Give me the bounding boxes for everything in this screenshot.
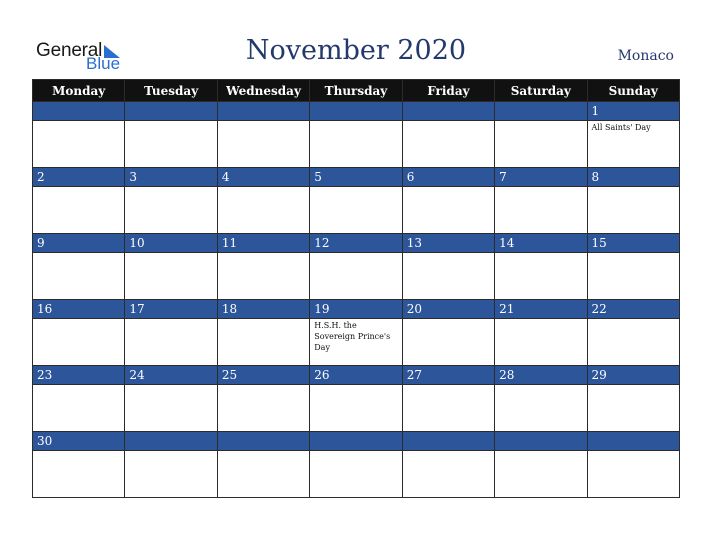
- day-number: 12: [310, 234, 402, 253]
- day-number: 22: [587, 300, 679, 319]
- day-events: [402, 121, 494, 168]
- weekday-header-row: [33, 80, 680, 102]
- day-number: [310, 102, 402, 121]
- day-number: [217, 102, 309, 121]
- day-events: [33, 187, 125, 234]
- day-number: 29: [587, 366, 679, 385]
- weekday-header: Monday: [33, 80, 125, 102]
- day-number: 17: [125, 300, 217, 319]
- weekday-header: Sunday: [587, 80, 679, 102]
- day-number: 18: [217, 300, 309, 319]
- day-events: [217, 319, 309, 366]
- week-number-row: [33, 300, 680, 319]
- day-events: [125, 187, 217, 234]
- weekday-header: Thursday: [310, 80, 402, 102]
- day-number: 8: [587, 168, 679, 187]
- day-events: [495, 319, 587, 366]
- day-number: 3: [125, 168, 217, 187]
- day-events: [33, 319, 125, 366]
- day-events: [217, 187, 309, 234]
- day-events: [402, 253, 494, 300]
- day-events: [310, 121, 402, 168]
- day-number: 21: [495, 300, 587, 319]
- week-events-row: [33, 187, 680, 234]
- weekday-header: Wednesday: [217, 80, 309, 102]
- day-number: [217, 432, 309, 451]
- day-number: 16: [33, 300, 125, 319]
- day-number: 28: [495, 366, 587, 385]
- holiday-label: All Saints' Day: [587, 121, 679, 168]
- day-events: [125, 319, 217, 366]
- day-number: 7: [495, 168, 587, 187]
- day-events: [217, 385, 309, 432]
- day-events: [33, 121, 125, 168]
- week-number-row: [33, 168, 680, 187]
- day-events: [125, 451, 217, 498]
- day-events: [33, 385, 125, 432]
- week-number-row: [33, 234, 680, 253]
- day-events: [587, 385, 679, 432]
- logo-text-general: General: [36, 40, 103, 61]
- week-events-row: [33, 253, 680, 300]
- day-events: [310, 187, 402, 234]
- week-number-row: [33, 432, 680, 451]
- calendar-title: November 2020: [245, 35, 467, 66]
- day-number: 27: [402, 366, 494, 385]
- day-number: 11: [217, 234, 309, 253]
- day-number: 25: [217, 366, 309, 385]
- day-number: [402, 432, 494, 451]
- day-events: [402, 319, 494, 366]
- day-events: [217, 451, 309, 498]
- day-events: [33, 451, 125, 498]
- day-events: [125, 385, 217, 432]
- day-events: [587, 187, 679, 234]
- week-number-row: [33, 102, 680, 121]
- day-number: 6: [402, 168, 494, 187]
- day-number: [125, 432, 217, 451]
- day-number: 5: [310, 168, 402, 187]
- day-number: 9: [33, 234, 125, 253]
- day-number: [495, 432, 587, 451]
- week-events-row: [33, 451, 680, 498]
- week-events-row: [33, 121, 680, 168]
- week-number-row: [33, 366, 680, 385]
- day-number: 14: [495, 234, 587, 253]
- day-events: [217, 253, 309, 300]
- day-number: 1: [587, 102, 679, 121]
- day-number: 20: [402, 300, 494, 319]
- day-number: 26: [310, 366, 402, 385]
- country-label: Monaco: [617, 48, 674, 64]
- day-events: [402, 451, 494, 498]
- day-events: [217, 121, 309, 168]
- day-events: [125, 253, 217, 300]
- day-events: [495, 385, 587, 432]
- day-number: 15: [587, 234, 679, 253]
- week-events-row: [33, 319, 680, 366]
- day-number: 19: [310, 300, 402, 319]
- day-events: [587, 253, 679, 300]
- day-number: [33, 102, 125, 121]
- day-number: 13: [402, 234, 494, 253]
- holiday-label: H.S.H. the Sovereign Prince's Day: [310, 319, 402, 366]
- day-events: [587, 451, 679, 498]
- weekday-header: Saturday: [495, 80, 587, 102]
- day-events: [310, 253, 402, 300]
- weekday-header: Friday: [402, 80, 494, 102]
- day-events: [402, 385, 494, 432]
- day-events: [310, 385, 402, 432]
- day-events: [495, 451, 587, 498]
- day-events: [495, 121, 587, 168]
- day-events: [495, 187, 587, 234]
- logo-text-blue: Blue: [86, 54, 121, 73]
- day-events: [33, 253, 125, 300]
- day-number: 4: [217, 168, 309, 187]
- day-events: [125, 121, 217, 168]
- day-events: [310, 451, 402, 498]
- day-events: [495, 253, 587, 300]
- weekday-header: Tuesday: [125, 80, 217, 102]
- day-number: [125, 102, 217, 121]
- day-number: 30: [33, 432, 125, 451]
- day-number: [587, 432, 679, 451]
- day-number: [402, 102, 494, 121]
- day-number: 24: [125, 366, 217, 385]
- day-events: [402, 187, 494, 234]
- day-number: 10: [125, 234, 217, 253]
- calendar-grid: [32, 79, 680, 498]
- week-events-row: [33, 385, 680, 432]
- day-number: 23: [33, 366, 125, 385]
- day-events: [587, 319, 679, 366]
- day-number: 2: [33, 168, 125, 187]
- day-number: [495, 102, 587, 121]
- day-number: [310, 432, 402, 451]
